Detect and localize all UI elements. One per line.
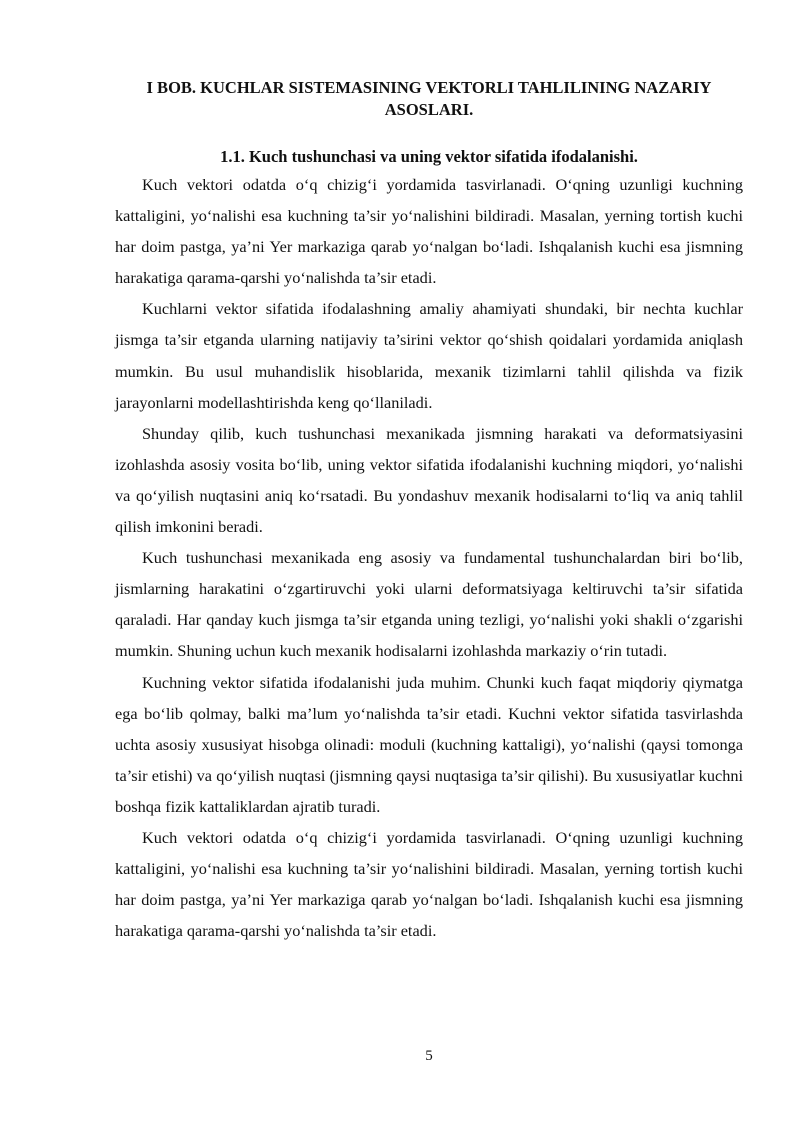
paragraph-3: Shunday qilib, kuch tushunchasi mexanikada jismning harakati va deformatsiyasini izohlashda asosiy vosita bo‘lib, uning vektor sifatida ifodalanishi kuchning miqdori, yo‘nalishi va qo‘yilish nuqtasini aniq ko‘rsatadi. Bu yondashuv mexanik hodisalarni to‘liq va aniq tahlil qilish imkonini beradi. <box>115 423 743 537</box>
body-text <box>115 169 743 946</box>
page-number: 5 <box>425 1048 433 1064</box>
paragraph-2: Kuchlarni vektor sifatida ifodalashning amaliy ahamiyati shundaki, bir nechta kuchlar jismga ta’sir etganda ularning natijaviy ta’sirini vektor qo‘shish qoidalari yordamida aniqlash mumkin. Bu usul muhandislik hisoblarida, mexanik tizimlarni tahlil qilishda va fizik jarayonlarni modellashtirishda keng qo‘llaniladi. <box>115 299 743 412</box>
paragraph-5: Kuchning vektor sifatida ifodalanishi juda muhim. Chunki kuch faqat miqdoriy qiymatga ega bo‘lib qolmay, balki ma’lum yo‘nalishda ta’sir etadi. Kuchni vektor sifatida tasvirlashda uchta asosiy xususiyat hisobga olinadi: moduli (kuchning kattaligi), yo‘nalishi (qaysi tomonga ta’sir etishi) va qo‘yilish nuqtasi (jismning qaysi nuqtasiga ta’sir qilishi). Bu xususiyatlar kuchni boshqa fizik kattaliklardan ajratib turadi. <box>115 672 743 816</box>
section-title: 1.1. Kuch tushunchasi va uning vektor sifatida ifodalanishi. <box>220 147 638 166</box>
paragraph-6: Kuch vektori odatda o‘q chizig‘i yordamida tasvirlanadi. O‘qning uzunligi kuchning kattaligini, yo‘nalishi esa kuchning ta’sir yo‘nalishini bildiradi. Masalan, yerning tortish kuchi har doim pastga, ya’ni Yer markaziga qarab yo‘nalgan bo‘ladi. Ishqalanish kuchi esa jismning harakatiga qarama-qarshi yo‘nalishda ta’sir etadi. <box>115 827 743 941</box>
paragraph-1: Kuch vektori odatda o‘q chizig‘i yordamida tasvirlanadi. O‘qning uzunligi kuchning kattaligini, yo‘nalishi esa kuchning ta’sir yo‘nalishini bildiradi. Masalan, yerning tortish kuchi har doim pastga, ya’ni Yer markaziga qarab yo‘nalgan bo‘ladi. Ishqalanish kuchi esa jismning harakatiga qarama-qarshi yo‘nalishda ta’sir etadi. <box>115 175 743 288</box>
paragraph-4: Kuch tushunchasi mexanikada eng asosiy va fundamental tushunchalardan biri bo‘lib, jismlarning harakatini o‘zgartiruvchi yoki ularni deformatsiyaga keltiruvchi ta’sir sifatida qaraladi. Har qanday kuch jismga ta’sir etganda uning tezligi, yo‘nalishi yoki shakli o‘zgarishi mumkin. Shuning uchun kuch mexanik hodisalarni izohlashda markaziy o‘rin tutadi. <box>115 548 743 661</box>
chapter-title: I BOB. KUCHLAR SISTEMASINING VEKTORLI TAHLILINING NAZARIY ASOSLARI. <box>146 78 712 119</box>
